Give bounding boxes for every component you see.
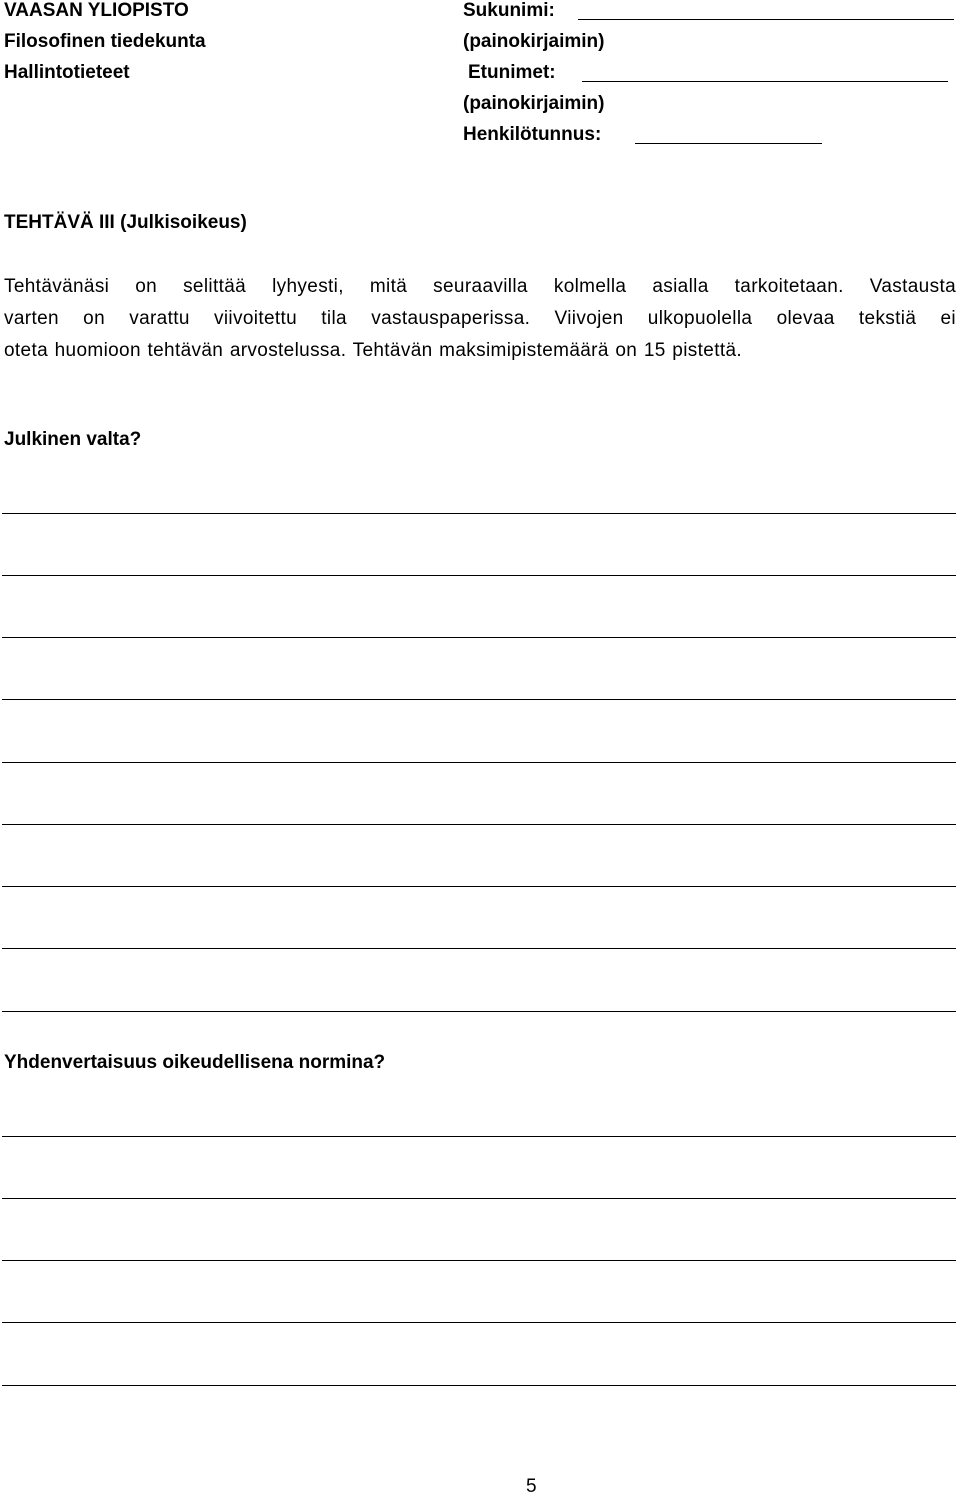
task-instructions xyxy=(4,271,956,367)
answer-line[interactable] xyxy=(2,1260,956,1261)
answer-line[interactable] xyxy=(2,513,956,514)
answer-line[interactable] xyxy=(2,824,956,825)
firstname-field[interactable] xyxy=(582,81,948,82)
surname-hint: (painokirjaimin) xyxy=(463,31,605,52)
answer-line[interactable] xyxy=(2,886,956,887)
instruction-line: varten on varattu viivoitettu tila vastauspaperissa. Viivojen ulkopuolella olevaa tekstiä ei xyxy=(4,308,956,329)
instruction-line: Tehtävänäsi on selittää lyhyesti, mitä seuraavilla kolmella asialla tarkoitetaan. Vastausta xyxy=(4,276,956,297)
instruction-line: oteta huomioon tehtävän arvostelussa. Tehtävän maksimipistemäärä on 15 pistettä. xyxy=(4,340,742,361)
answer-line[interactable] xyxy=(2,1198,956,1199)
question-label: Julkinen valta? xyxy=(4,429,142,450)
id-label: Henkilötunnus: xyxy=(463,124,602,145)
page-number: 5 xyxy=(526,1476,537,1497)
firstname-label: Etunimet: xyxy=(468,62,556,83)
surname-label: Sukunimi: xyxy=(463,0,555,21)
question-label: Yhdenvertaisuus oikeudellisena normina? xyxy=(4,1052,386,1073)
answer-line[interactable] xyxy=(2,699,956,700)
answer-line[interactable] xyxy=(2,1322,956,1323)
answer-line[interactable] xyxy=(2,1011,956,1012)
answer-line[interactable] xyxy=(2,637,956,638)
firstname-hint: (painokirjaimin) xyxy=(463,93,605,114)
answer-line[interactable] xyxy=(2,762,956,763)
answer-line[interactable] xyxy=(2,575,956,576)
faculty-name: Filosofinen tiedekunta xyxy=(4,31,206,52)
surname-field[interactable] xyxy=(578,19,954,20)
answer-line[interactable] xyxy=(2,948,956,949)
university-name: VAASAN YLIOPISTO xyxy=(4,0,189,21)
answer-line[interactable] xyxy=(2,1136,956,1137)
id-field[interactable] xyxy=(635,143,822,144)
answer-line[interactable] xyxy=(2,1385,956,1386)
task-title: TEHTÄVÄ III (Julkisoikeus) xyxy=(4,212,247,233)
department-name: Hallintotieteet xyxy=(4,62,130,83)
